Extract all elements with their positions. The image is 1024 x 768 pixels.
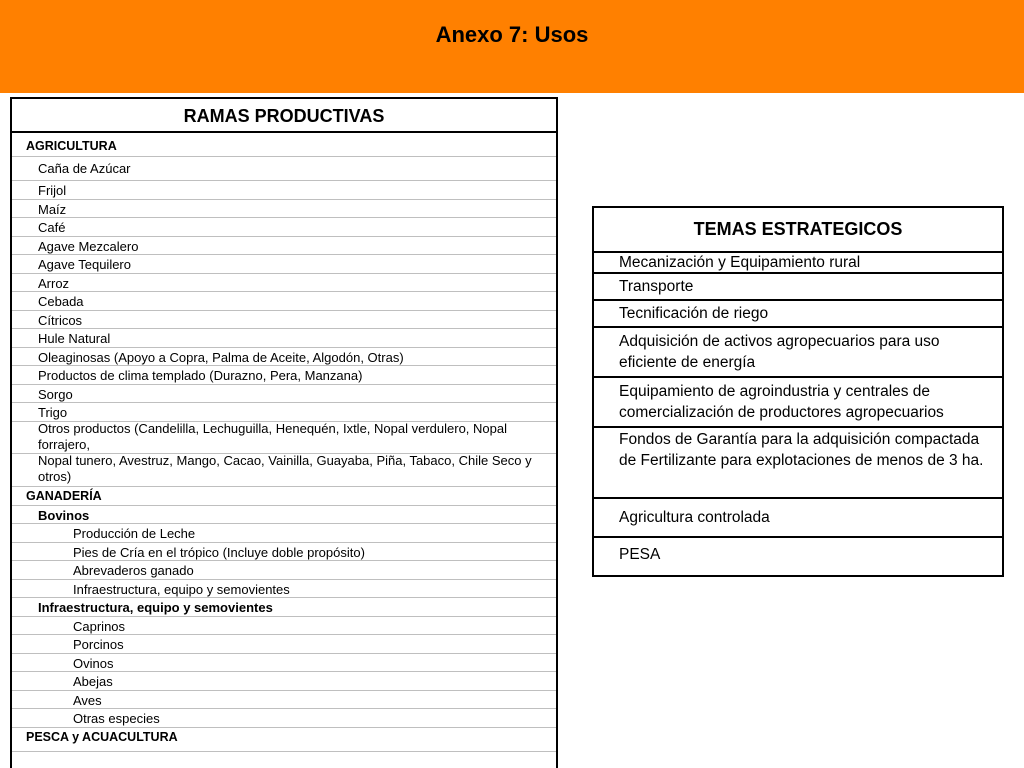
ramas-row — [12, 506, 556, 524]
ramas-row — [12, 672, 556, 691]
ramas-row-label: Cítricos — [38, 313, 83, 328]
temas-row — [594, 428, 1002, 499]
ramas-row — [12, 524, 556, 543]
ramas-row — [12, 348, 556, 366]
temas-row — [594, 538, 1002, 575]
temas-row — [594, 499, 1002, 538]
temas-row-label: Equipamiento de agroindustria y centrales de comercialización de productores agropecuarios — [619, 383, 944, 421]
ramas-row-label: Hule Natural — [38, 331, 111, 346]
temas-row — [594, 328, 1002, 378]
ramas-row-label: Agave Mezcalero — [38, 239, 139, 254]
ramas-table-header: RAMAS PRODUCTIVAS — [12, 99, 556, 133]
temas-row — [594, 301, 1002, 328]
ramas-row — [12, 617, 556, 635]
ramas-row — [12, 255, 556, 274]
ramas-row — [12, 157, 556, 181]
ramas-row-label: Bovinos — [38, 508, 90, 523]
page-title: Anexo 7: Usos — [435, 22, 589, 47]
ramas-row-label: Infraestructura, equipo y semovientes — [38, 600, 273, 615]
ramas-row-label: Otras especies — [73, 711, 160, 726]
ramas-row — [12, 561, 556, 580]
temas-row — [594, 253, 1002, 274]
ramas-row — [12, 654, 556, 672]
ramas-row — [12, 598, 556, 617]
temas-row-label: Mecanización y Equipamiento rural — [619, 254, 861, 271]
ramas-row-label: PESCA y ACUACULTURA — [26, 730, 178, 744]
ramas-row-label: Aves — [73, 693, 102, 708]
ramas-row — [12, 709, 556, 728]
ramas-row — [12, 403, 556, 422]
ramas-row-label: GANADERÍA — [26, 489, 102, 503]
temas-estrategicos-table — [592, 206, 1004, 577]
ramas-row-label: Infraestructura, equipo y semovientes — [73, 582, 290, 597]
temas-row-label: Agricultura controlada — [619, 509, 770, 526]
ramas-row-label: Sorgo — [38, 387, 73, 402]
ramas-row-label: Abejas — [73, 674, 113, 689]
ramas-row — [12, 728, 556, 752]
ramas-row — [12, 200, 556, 218]
ramas-row-label: Nopal tunero, Avestruz, Mango, Cacao, Vainilla, Guayaba, Piña, Tabaco, Chile Seco y otros) — [38, 454, 532, 484]
ramas-row-label: Frijol — [38, 183, 67, 198]
ramas-row-label: Maíz — [38, 202, 67, 217]
ramas-row-label: Otros productos (Candelilla, Lechuguilla, Henequén, Ixtle, Nopal verdulero, Nopal forrajero, — [38, 422, 507, 452]
ramas-row-label: Caña de Azúcar — [38, 161, 131, 176]
ramas-row — [12, 422, 556, 454]
ramas-row — [12, 292, 556, 311]
ramas-row-label: Café — [38, 220, 66, 235]
ramas-row-label: Caprinos — [73, 619, 126, 634]
temas-row — [594, 274, 1002, 301]
ramas-row-label: Abrevaderos ganado — [73, 563, 194, 578]
ramas-row-label: Cebada — [38, 294, 84, 309]
ramas-row — [12, 635, 556, 654]
ramas-row-label: Agave Tequilero — [38, 257, 131, 272]
ramas-row — [12, 311, 556, 329]
ramas-row — [12, 487, 556, 506]
page-header — [0, 0, 1024, 93]
temas-row-label: Fondos de Garantía para la adquisición compactada de Fertilizante para explotaciones de menos de 3 ha. — [619, 431, 984, 469]
ramas-row — [12, 454, 556, 487]
ramas-table-body — [12, 133, 556, 752]
ramas-row-label: Trigo — [38, 405, 68, 420]
ramas-row-label: Porcinos — [73, 637, 124, 652]
ramas-row — [12, 385, 556, 403]
ramas-row-label: Oleaginosas (Apoyo a Copra, Palma de Aceite, Algodón, Otras) — [38, 350, 404, 365]
ramas-row — [12, 366, 556, 385]
ramas-row-label: Producción de Leche — [73, 526, 196, 541]
ramas-row-label: Ovinos — [73, 656, 114, 671]
ramas-row — [12, 237, 556, 255]
ramas-row — [12, 543, 556, 561]
ramas-row — [12, 580, 556, 598]
temas-row-label: Transporte — [619, 278, 694, 295]
ramas-row — [12, 133, 556, 157]
temas-row-label: Tecnificación de riego — [619, 305, 769, 322]
ramas-row — [12, 274, 556, 292]
ramas-row — [12, 691, 556, 709]
temas-row-label: Adquisición de activos agropecuarios para uso eficiente de energía — [619, 333, 940, 371]
temas-table-header: TEMAS ESTRATEGICOS — [594, 208, 1002, 253]
ramas-row — [12, 329, 556, 348]
ramas-row — [12, 218, 556, 237]
ramas-row — [12, 181, 556, 200]
ramas-row-label: Productos de clima templado (Durazno, Pera, Manzana) — [38, 368, 363, 383]
ramas-row-label: Pies de Cría en el trópico (Incluye doble propósito) — [73, 545, 365, 560]
ramas-productivas-table — [10, 97, 558, 768]
ramas-row-label: AGRICULTURA — [26, 139, 117, 153]
temas-row-label: PESA — [619, 546, 661, 563]
ramas-row-label: Arroz — [38, 276, 70, 291]
temas-row — [594, 378, 1002, 428]
temas-table-body — [594, 253, 1002, 575]
